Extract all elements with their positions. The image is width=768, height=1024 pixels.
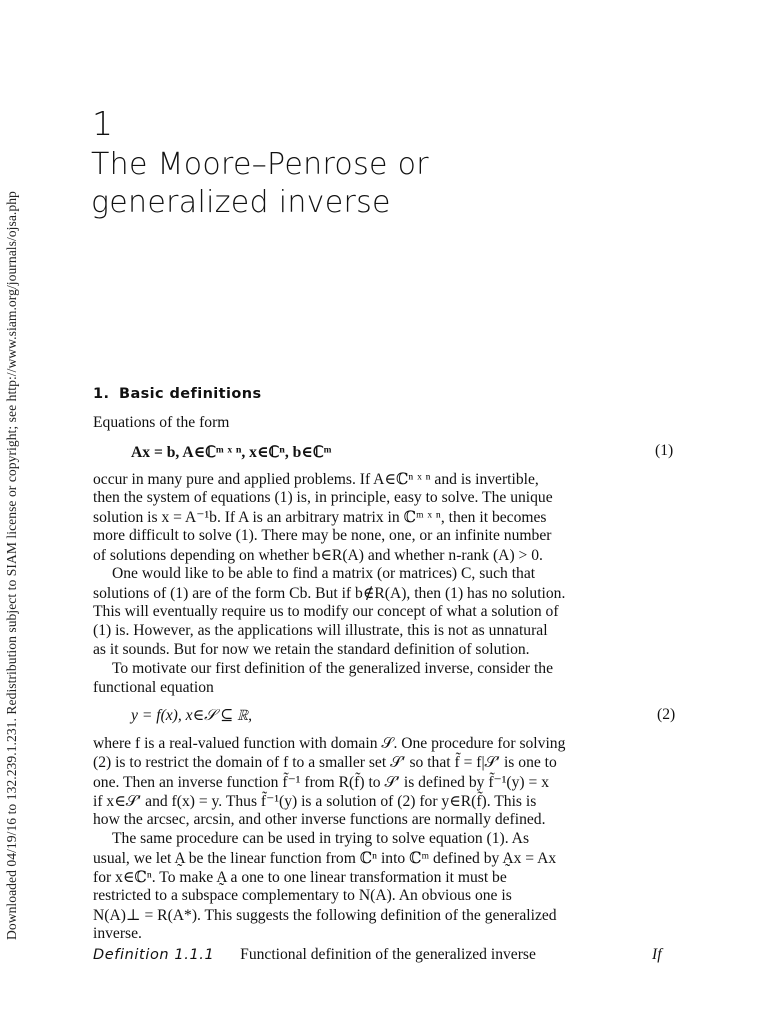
- equation-2-number: (2): [657, 706, 676, 723]
- text-line: usual, we let A̰ be the linear function from ℂⁿ into ℂᵐ defined by A̰x = Ax: [93, 850, 557, 867]
- text-line: if x∈𝒮′ and f(x) = y. Thus f̃⁻¹(y) is a solution of (2) for y∈R(f̃). This is: [93, 793, 537, 810]
- chapter-title-line-2: generalized inverse: [91, 185, 391, 220]
- text-line: solution is x = A⁻¹b. If A is an arbitrary matrix in ℂᵐ ˣ ⁿ, then it becomes: [93, 509, 547, 526]
- text-line: for x∈ℂⁿ. To make A̰ a one to one linear transformation it must be: [93, 869, 507, 886]
- chapter-title-line-1: The Moore–Penrose or: [91, 147, 429, 182]
- equation-1-number: (1): [655, 442, 674, 459]
- text-line: solutions of (1) are of the form Cb. But if b∉R(A), then (1) has no solution.: [93, 585, 566, 602]
- text-line: To motivate our first definition of the generalized inverse, consider the: [112, 660, 554, 677]
- definition-label: Definition 1.1.1: [93, 947, 215, 963]
- text-line: as it sounds. But for now we retain the standard definition of solution.: [93, 641, 530, 658]
- text-line: restricted to a subspace complementary to N(A). An obvious one is: [93, 887, 512, 904]
- text-line: The same procedure can be used in trying to solve equation (1). As: [112, 830, 530, 847]
- text-line: This will eventually require us to modify our concept of what a solution of: [93, 603, 559, 620]
- section-title: Basic definitions: [119, 386, 262, 402]
- text-line: functional equation: [93, 679, 214, 696]
- definition-title: Functional definition of the generalized inverse: [240, 946, 536, 963]
- text-line: more difficult to solve (1). There may be none, one, or an infinite number: [93, 527, 552, 544]
- definition-trail: If: [652, 946, 662, 963]
- section-heading: [93, 386, 261, 402]
- equation-2: y = f(x), x∈𝒮 ⊆ ℝ,: [131, 707, 253, 724]
- text-line: (1) is. However, as the applications will illustrate, this is not as unnatural: [93, 622, 548, 639]
- text-line: of solutions depending on whether b∈R(A) and whether n-rank (A) > 0.: [93, 547, 543, 564]
- text-line: occur in many pure and applied problems. If A∈ℂⁿ ˣ ⁿ and is invertible,: [93, 471, 539, 488]
- text-line: where f is a real-valued function with domain 𝒮. One procedure for solving: [93, 735, 566, 752]
- text-line: N(A)⊥ = R(A*). This suggests the following definition of the generalized: [93, 907, 557, 924]
- text-line: inverse.: [93, 925, 142, 942]
- text-line: (2) is to restrict the domain of f to a smaller set 𝒮′ so that f̃ = f|𝒮′ is one to: [93, 754, 557, 771]
- equation-1: Ax = b, A∈ℂᵐ ˣ ⁿ, x∈ℂⁿ, b∈ℂᵐ: [131, 444, 332, 461]
- chapter-number: 1: [92, 104, 113, 143]
- download-notice: Downloaded 04/19/16 to 132.239.1.231. Redistribution subject to SIAM license or copyright; see http://www.siam.org/journals/ojsa.php: [4, 191, 19, 940]
- section-number: 1.: [93, 386, 110, 402]
- text-line: then the system of equations (1) is, in principle, easy to solve. The unique: [93, 489, 553, 506]
- text-line: how the arcsec, arcsin, and other inverse functions are normally defined.: [93, 811, 546, 828]
- text-line: One would like to be able to find a matrix (or matrices) C, such that: [112, 565, 536, 582]
- text-line: one. Then an inverse function f̃⁻¹ from R(f̃) to 𝒮′ is defined by f̃⁻¹(y) = x: [93, 774, 549, 791]
- chapter-title: [91, 146, 429, 222]
- definition-line: [93, 946, 536, 964]
- text-line: Equations of the form: [93, 414, 230, 431]
